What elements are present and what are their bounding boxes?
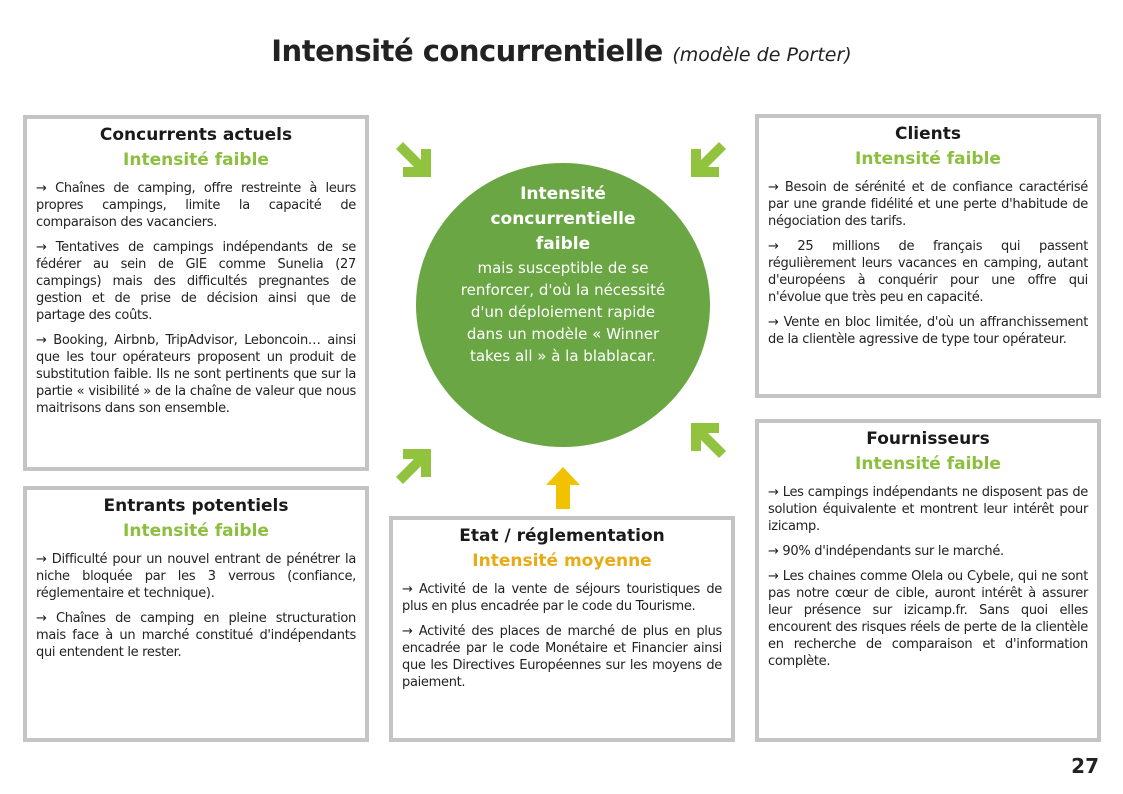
paragraph: → Chaînes de camping en pleine structuration mais face à un marché constitué d'indépendants qui entendent le rester. (36, 611, 356, 660)
box-clients (755, 114, 1101, 398)
center-circle (416, 163, 710, 447)
paragraph: → Chaînes de camping, offre restreinte à leurs propres campings, limite la capacité de comparaison des vacanciers. (36, 181, 356, 230)
center-title: Intensité concurrentielle faible (490, 184, 636, 254)
box-title: Entrants potentiels (103, 496, 289, 516)
paragraph: → 25 millions de français qui passent régulièrement leurs vacances en camping, autant d'européens à conquérir pour une offre qui n'évolue que très peu en capacité. (768, 239, 1088, 305)
arrow-down-right-icon (394, 140, 434, 180)
title-main: Intensité concurrentielle (271, 34, 663, 68)
paragraph: → Vente en bloc limitée, d'où un affranchissement de la clientèle agressive de type tour opérateur. (768, 315, 1088, 347)
paragraph: → Tentatives de campings indépendants de se fédérer au sein de GIE comme Sunelia (27 campings) mais des difficultés pregnantes de gestion et de prise de décision ainsi que de partage des coûts. (36, 240, 356, 323)
title-subtitle: (modèle de Porter) (672, 44, 852, 66)
paragraph: → Activité des places de marché de plus en plus encadrée par le code Monétaire et Financier ainsi que les Directives Européennes sur les moyens de paiement. (402, 624, 722, 690)
box-title: Fournisseurs (866, 429, 990, 449)
paragraph: → Difficulté pour un nouvel entrant de pénétrer la niche bloquée par les 3 verrous (confiance, réglementaire et technique). (36, 552, 356, 601)
page-number: 27 (1071, 754, 1099, 778)
intensity-label: Intensité faible (123, 521, 269, 541)
arrow-down-left-icon (688, 140, 728, 180)
center-text: mais susceptible de se renforcer, d'où la nécessité d'un déploiement rapide dans un modèle « Winner takes all » à la blablacar. (460, 259, 666, 365)
box-title: Etat / réglementation (459, 526, 665, 546)
paragraph: → Les chaines comme Olela ou Cybele, qui ne sont pas notre cœur de cible, auront intérêt à assurer leur présence sur izicamp.fr. Sans quoi elles encourent des risques réels de perte de la clientèle en recherche de comparaison et d'information complète. (768, 569, 1088, 669)
box-concurrents-actuels (23, 115, 369, 471)
paragraph: → Les campings indépendants ne disposent pas de solution équivalente et montrent leur intérêt pour izicamp. (768, 485, 1088, 534)
intensity-label: Intensité faible (855, 454, 1001, 474)
paragraph: → Booking, Airbnb, TripAdvisor, Leboncoin… ainsi que les tour opérateurs proposent un produit de substitution faible. Ils ne sont pertinents que sur la partie « visibilité » de la chaîne de valeur que nous maitrisons dans son ensemble. (36, 333, 356, 416)
paragraph: → 90% d'indépendants sur le marché. (768, 544, 1004, 559)
arrow-up-left-icon (688, 420, 728, 460)
box-etat-reglementation (389, 516, 735, 742)
intensity-label: Intensité faible (855, 149, 1001, 169)
intensity-label: Intensité moyenne (472, 551, 652, 571)
arrow-up-right-icon (394, 446, 434, 486)
box-title: Clients (894, 124, 961, 144)
page-title (0, 34, 1123, 68)
paragraph: → Activité de la vente de séjours touristiques de plus en plus encadrée par le code du Tourisme. (402, 582, 722, 614)
paragraph: → Besoin de sérénité et de confiance caractérisé par une grande fidélité et une perte d'habitude de négociation des tarifs. (768, 180, 1088, 229)
box-title: Concurrents actuels (99, 125, 293, 145)
box-fournisseurs (755, 419, 1101, 742)
intensity-label: Intensité faible (123, 150, 269, 170)
box-entrants-potentiels (23, 486, 369, 742)
arrow-up-icon (543, 465, 583, 511)
